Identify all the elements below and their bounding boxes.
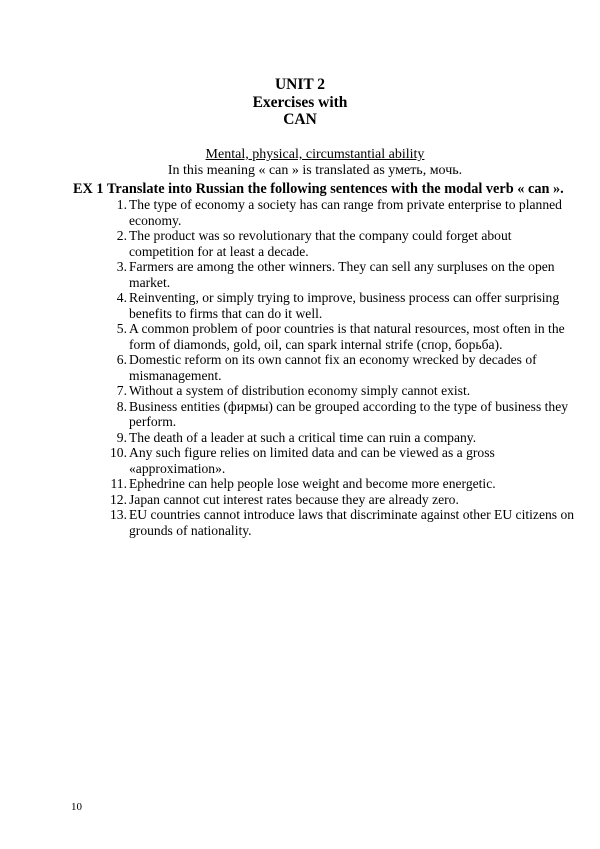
list-item	[105, 228, 575, 259]
list-item	[105, 476, 575, 492]
item-text: Japan cannot cut interest rates because they are already zero.	[129, 491, 459, 507]
page-number: 10	[71, 801, 82, 813]
topic-heading: Mental, physical, circumstantial ability	[205, 147, 425, 162]
list-item	[105, 352, 575, 383]
item-number: 7.	[116, 383, 127, 398]
item-text: The product was so revolutionary that the company could forget about competition for at least a decade.	[129, 228, 512, 259]
list-item	[105, 197, 575, 228]
list-item	[105, 399, 575, 430]
list-item	[105, 507, 575, 538]
page-title	[0, 76, 600, 129]
item-number: 3.	[116, 259, 127, 274]
item-text: Business entities (фирмы) can be grouped according to the type of business they perform.	[129, 398, 569, 429]
item-number: 1.	[116, 197, 127, 212]
item-number: 12.	[110, 491, 127, 507]
item-text: The death of a leader at such a critical time can ruin a company.	[129, 429, 477, 445]
exercise-heading: EX 1 Translate into Russian the following sentences with the modal verb « can ».	[73, 181, 564, 197]
item-number: 6.	[116, 352, 127, 367]
item-text: EU countries cannot introduce laws that discriminate against other EU citizens on grounds of nationality.	[129, 507, 575, 538]
item-number: 2.	[116, 228, 127, 243]
unit-subtitle-line: CAN	[283, 111, 317, 128]
topic-block	[0, 147, 600, 179]
item-text: Domestic reform on its own cannot fix an economy wrecked by decades of mismanagement.	[129, 352, 537, 383]
item-number: 13.	[110, 507, 127, 522]
item-text: Without a system of distribution economy simply cannot exist.	[129, 383, 471, 398]
item-number: 4.	[116, 290, 127, 305]
item-text: Any such figure relies on limited data and can be viewed as a gross «approximation».	[129, 445, 495, 476]
list-item	[105, 321, 575, 352]
list-item	[105, 445, 575, 476]
item-number: 11.	[110, 476, 127, 491]
item-number: 9.	[116, 429, 127, 445]
item-text: A common problem of poor countries is that natural resources, most often in the form of diamonds, gold, oil, can spark internal strife (спор, борьба).	[129, 321, 565, 352]
item-number: 8.	[116, 398, 127, 414]
translation-note: In this meaning « can » is translated as уметь, мочь.	[167, 163, 463, 178]
item-text: The type of economy a society has can range from private enterprise to planned economy.	[129, 197, 562, 228]
item-text: Ephedrine can help people lose weight and become more energetic.	[129, 476, 496, 491]
item-text: Farmers are among the other winners. They can sell any surpluses on the open market.	[129, 259, 555, 290]
list-item	[105, 259, 575, 290]
list-item	[105, 492, 575, 508]
list-item	[105, 383, 575, 399]
unit-subtitle-line: Exercises with	[252, 93, 348, 111]
item-number: 5.	[116, 321, 127, 336]
list-item	[105, 430, 575, 446]
item-number: 10.	[110, 445, 127, 460]
unit-title: UNIT 2	[274, 76, 326, 93]
item-text: Reinventing, or simply trying to improve, business process can offer surprising benefits to firms that can do it well.	[129, 290, 560, 321]
sentence-list	[105, 197, 575, 538]
list-item	[105, 290, 575, 321]
